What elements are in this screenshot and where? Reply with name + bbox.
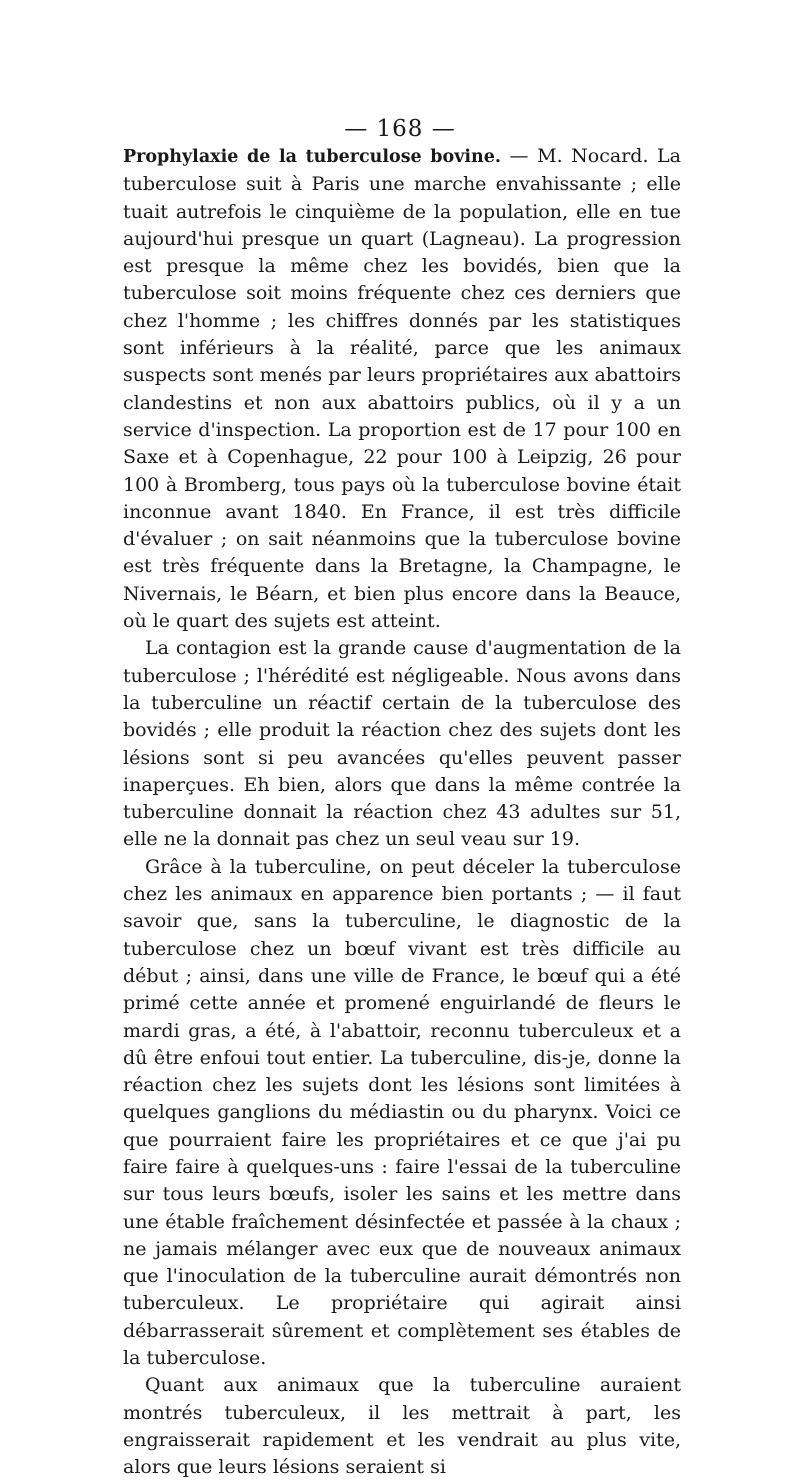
body-text: [123, 143, 681, 1482]
paragraph-prophylaxie: [123, 143, 681, 635]
paragraph-text: Quant aux animaux que la tuberculine auraient montrés tuberculeux, il les mettrait à part, les engraisserait rapidement et les vendrait au plus vite, alors que leurs lésions seraient si: [123, 1374, 681, 1479]
page-number: — 168 —: [344, 116, 456, 142]
paragraph-text: La contagion est la grande cause d'augmentation de la tuberculose ; l'hérédité est négligeable. Nous avons dans la tuberculine un réactif certain de la tuberculose des bovidés ; elle produit la réaction chez des sujets dont les lésions sont si peu avancées qu'elles peuvent passer inaperçues. Eh bien, alors que dans la même contrée la tuberculine donnait la réaction chez 43 adultes sur 51, elle ne la donnait pas chez un seul veau sur 19.: [123, 637, 681, 851]
section-heading: Prophylaxie de la tuberculose bovine.: [123, 147, 501, 167]
paragraph-text: — M. Nocard. La tuberculose suit à Paris une marche envahissante ; elle tuait autrefois le cinquième de la population, elle en tue aujourd'hui presque un quart (Lagneau). La progression est presque la même chez les bovidés, bien que la tuberculose soit moins fréquente chez ces derniers que chez l'homme ; les chiffres donnés par les statistiques sont inférieurs à la réalité, parce que les animaux suspects sont menés par leurs propriétaires aux abattoirs clandestins et non aux abattoirs publics, où il y a un service d'inspection. La proportion est de 17 pour 100 en Saxe et à Copenhague, 22 pour 100 à Leipzig, 26 pour 100 à Bromberg, tous pays où la tuberculose bovine était inconnue avant 1840. En France, il est très difficile d'évaluer ; on sait néanmoins que la tuberculose bovine est très fréquente dans la Bretagne, la Champagne, le Nivernais, le Béarn, et bien plus encore dans la Beauce, où le quart des sujets est atteint.: [123, 145, 682, 633]
paragraph-contagion: [123, 635, 681, 853]
paragraph-tuberculine: [123, 854, 681, 1373]
paragraph-quant: [123, 1372, 681, 1481]
paragraph-text: Grâce à la tuberculine, on peut déceler la tuberculose chez les animaux en apparence bien portants ; — il faut savoir que, sans la tuberculine, le diagnostic de la tuberculose chez un bœuf vivant est très difficile au début ; ainsi, dans une ville de France, le bœuf qui a été primé cette année et promené enguirlandé de fleurs le mardi gras, a été, à l'abattoir, reconnu tuberculeux et a dû être enfoui tout entier. La tuberculine, dis-je, donne la réaction chez les sujets dont les lésions sont limitées à quelques ganglions du médiastin ou du pharynx. Voici ce que pourraient faire les propriétaires et ce que j'ai pu faire faire à quelques-uns : faire l'essai de la tuberculine sur tous leurs bœufs, isoler les sains et les mettre dans une étable fraîchement désinfectée et passée à la chaux ; ne jamais mélanger avec eux que de nouveaux animaux que l'inoculation de la tuberculine aurait démontrés non tuberculeux. Le propriétaire qui agirait ainsi débarrasserait sûrement et complètement ses étables de la tuberculose.: [123, 855, 681, 1370]
